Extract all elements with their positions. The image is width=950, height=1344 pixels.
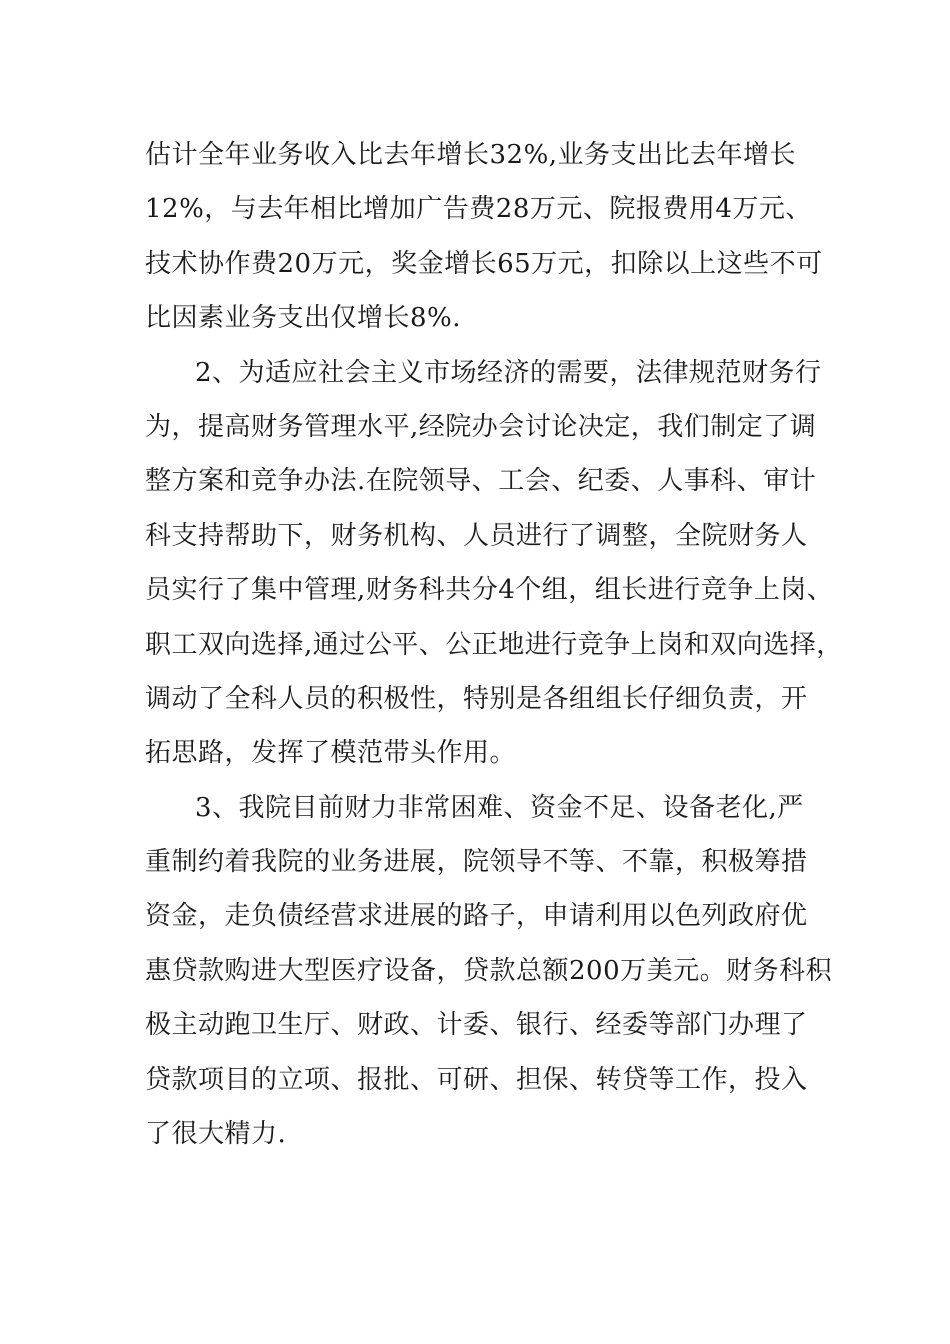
text-line: 技术协作费20万元，奖金增长65万元，扣除以上这些不可 <box>145 248 823 279</box>
text-line: 极主动跑卫生厅、财政、计委、银行、经委等部门办理了 <box>145 1010 808 1041</box>
text-line: 职工双向选择,通过公平、公正地进行竞争上岗和双向选择， <box>145 629 843 660</box>
body-text <box>145 128 843 1161</box>
text-line: 2、为适应社会主义市场经济的需要，法律规范财务行 <box>195 357 822 388</box>
text-line: 为，提高财务管理水平,经院办会讨论决定，我们制定了调 <box>145 411 817 442</box>
text-line: 估计全年业务收入比去年增长32%,业务支出比去年增长 <box>145 140 797 170</box>
paragraph-item-2 <box>145 346 843 781</box>
text-line: 整方案和竞争办法.在院领导、工会、纪委、人事科、审计 <box>145 466 817 497</box>
text-line: 资金，走负债经营求进展的路子，申请利用以色列政府优 <box>145 901 808 932</box>
text-line: 了很大精力. <box>145 1119 287 1150</box>
text-line: 惠贷款购进大型医疗设备，贷款总额200万美元。财务科积 <box>145 955 833 986</box>
text-line: 拓思路，发挥了模范带头作用。 <box>145 738 517 769</box>
text-line: 贷款项目的立项、报批、可研、担保、转贷等工作，投入 <box>145 1064 808 1095</box>
text-line: 员实行了集中管理,财务科共分4个组，组长进行竞争上岗、 <box>145 575 834 606</box>
paragraph-item-3 <box>145 781 833 1162</box>
paragraph-continuation <box>145 128 825 346</box>
text-line: 调动了全科人员的积极性，特别是各组组长仔细负责，开 <box>145 683 808 714</box>
text-line: 3、我院目前财力非常困难、资金不足、设备老化,严 <box>195 792 804 823</box>
text-line: 比因素业务支出仅增长8%. <box>145 303 462 334</box>
text-line: 12%，与去年相比增加广告费28万元、院报费用4万元、 <box>145 194 812 225</box>
text-line: 重制约着我院的业务进展，院领导不等、不靠，积极筹措 <box>145 847 808 878</box>
text-line: 科支持帮助下，财务机构、人员进行了调整，全院财务人 <box>145 520 808 551</box>
